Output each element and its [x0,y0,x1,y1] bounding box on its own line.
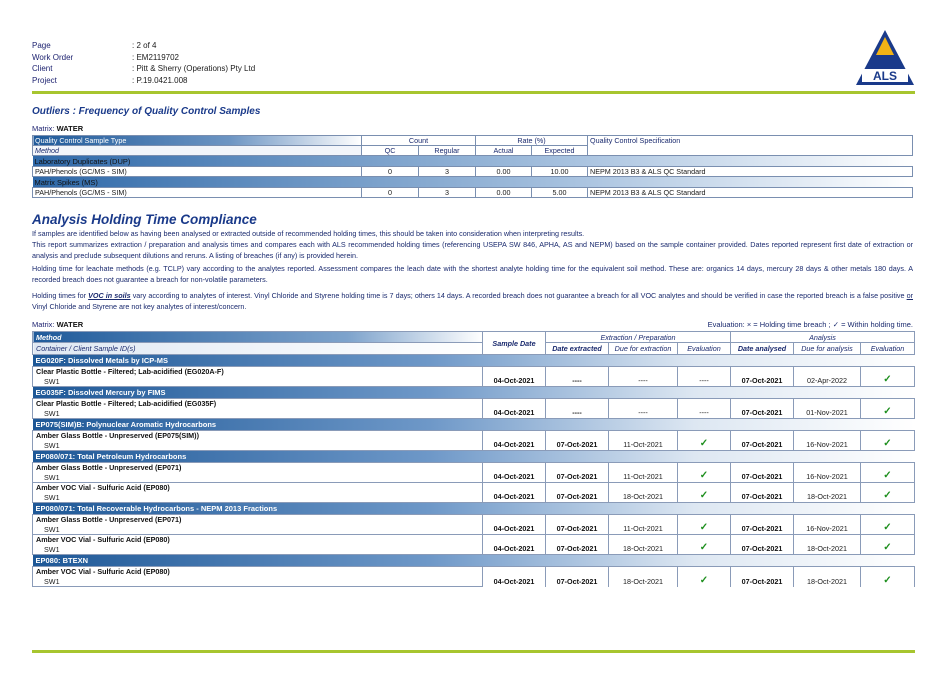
p4-part-a: Holding times for [32,291,89,300]
date-extracted-cell [546,567,609,587]
container-col-header: Container / Client Sample ID(s) [33,343,483,355]
due-analysis-header: Due for analysis [794,343,861,355]
due-analysis-cell [794,367,861,387]
header-field [32,63,255,75]
eval-ext-cell [678,515,731,535]
regular-header: Regular [419,146,476,156]
qc-actual-cell: 0.00 [476,188,532,198]
qc-header: QC [362,146,419,156]
aht-matrix [32,320,83,329]
aht-paragraph-1: If samples are identified below as having been analysed or extracted outside of recommended holding times, this should be taken into consideration when interpreting results. [32,229,585,238]
qc-qc-cell: 0 [362,167,419,177]
qc-type-header: Quality Control Sample Type [33,136,362,146]
due-extraction-value: 11-Oct-2021 [623,524,663,533]
due-analysis-value: 01-Nov-2021 [806,408,848,417]
client-sample-id: SW1 [33,377,483,387]
sample-date-value: 04-Oct-2021 [493,440,535,449]
method-section-header [33,419,915,431]
due-extraction-cell [609,567,678,587]
aht-matrix-value: WATER [56,320,84,329]
sample-date-cell [483,399,546,419]
qc-expected-cell: 5.00 [532,188,588,198]
aht-matrix-label: Matrix: [32,320,55,329]
container-row [33,483,915,493]
check-icon: ✓ [883,522,892,533]
date-analysed-cell [731,535,794,555]
container-row [33,431,915,441]
qc-frequency-table [32,135,913,198]
container-row [33,535,915,545]
evaluation-ext-header: Evaluation [678,343,731,355]
eval-ext-value: ---- [699,408,709,417]
aht-title: Analysis Holding Time Compliance [32,212,257,227]
due-extraction-value: 11-Oct-2021 [623,440,663,449]
p4-part-c: Vinyl Chloride and Styrene are not key analytes of interest/concern. [32,302,247,312]
eval-ext-cell [678,463,731,483]
eval-ext-cell [678,535,731,555]
outliers-title: Outliers : Frequency of Quality Control Samples [32,106,261,117]
qc-section-title: Matrix Spikes (MS) [33,177,913,188]
date-analysed-value: 07-Oct-2021 [741,440,783,449]
due-extraction-value: 18-Oct-2021 [623,492,663,501]
sample-date-value: 04-Oct-2021 [493,376,535,385]
due-extraction-cell [609,463,678,483]
date-extracted-value: 07-Oct-2021 [556,492,598,501]
date-extracted-value: 07-Oct-2021 [556,440,598,449]
date-extracted-value: 07-Oct-2021 [556,472,598,481]
qc-method-cell: PAH/Phenols (GC/MS - SIM) [33,188,362,198]
eval-an-cell [861,483,915,503]
check-icon: ✓ [699,574,709,586]
client-sample-id: SW1 [33,441,483,451]
container-name: Clear Plastic Bottle - Filtered; Lab-acidified (EG020A-F) [33,367,483,377]
report-header [32,40,255,87]
spec-header: Quality Control Specification [588,136,913,156]
container-name: Amber VOC Vial - Sulfuric Acid (EP080) [33,567,483,577]
sample-date-value: 04-Oct-2021 [493,544,535,553]
sample-date-header: Sample Date [483,332,546,355]
header-field-label: Client [32,64,53,74]
check-icon: ✓ [699,438,709,449]
header-field-value: : EM2119702 [132,52,179,62]
method-section-title: EG020F: Dissolved Metals by ICP-MS [33,355,915,367]
due-analysis-value: 18-Oct-2021 [807,544,847,553]
due-analysis-cell [794,431,861,451]
sample-date-value: 04-Oct-2021 [493,576,535,586]
eval-ext-value: ---- [699,376,709,385]
due-analysis-cell [794,567,861,587]
method-section-header [33,387,915,399]
check-icon: ✓ [883,406,892,417]
eval-an-cell [861,515,915,535]
date-extracted-cell [546,535,609,555]
aht-paragraph-3: Holding time for leachate methods (e.g. TCLP) vary according to the analytes reported. Assessment compares the leach date with the shortest analyte holding time for the equivalent soil method. These are: organics 14 days, mercury 28 days & other metals 180 days. A recorded breach does not guarantee a breach for non-volatile parameters. [32,264,913,285]
qc-regular-cell: 3 [419,167,476,177]
sample-date-cell [483,463,546,483]
date-extracted-value: 07-Oct-2021 [556,576,598,586]
evaluation-an-header: Evaluation [861,343,915,355]
eval-an-cell [861,367,915,387]
container-row [33,463,915,473]
evaluation-legend: Evaluation: × = Holding time breach ; ✓ = Within holding time. [707,320,913,329]
due-extraction-cell [609,483,678,503]
matrix-label: Matrix: [32,124,55,133]
qc-section-header [33,156,913,167]
sample-date-value: 04-Oct-2021 [493,408,535,417]
check-icon: ✓ [883,574,892,586]
eval-an-cell [861,431,915,451]
date-analysed-cell [731,515,794,535]
header-field-label: Page [32,41,51,50]
check-icon: ✓ [883,470,892,481]
header-field-value: : 2 of 4 [132,41,157,50]
sample-date-value: 04-Oct-2021 [493,472,535,481]
client-sample-id: SW1 [33,493,483,503]
date-extracted-header: Date extracted [546,343,609,355]
sample-date-cell [483,367,546,387]
date-analysed-cell [731,483,794,503]
date-extracted-cell [546,483,609,503]
container-name: Amber VOC Vial - Sulfuric Acid (EP080) [33,535,483,545]
due-analysis-cell [794,515,861,535]
rate-header: Rate (%) [476,136,588,146]
eval-ext-cell [678,483,731,503]
qc-row [33,167,913,177]
eval-an-cell [861,463,915,483]
date-extracted-value: 07-Oct-2021 [556,524,598,533]
matrix-value: WATER [56,124,84,133]
due-extraction-cell [609,535,678,555]
container-row [33,515,915,525]
client-sample-id: SW1 [33,473,483,483]
eval-ext-cell [678,367,731,387]
date-analysed-cell [731,399,794,419]
aht-paragraph-4 [32,290,913,313]
date-analysed-value: 07-Oct-2021 [741,524,783,533]
date-analysed-header: Date analysed [731,343,794,355]
due-extraction-header: Due for extraction [609,343,678,355]
due-extraction-value: 11-Oct-2021 [623,472,663,481]
date-extracted-value: ---- [572,408,582,417]
date-extracted-cell [546,515,609,535]
sample-date-value: 04-Oct-2021 [493,524,535,533]
due-analysis-cell [794,463,861,483]
method-section-header [33,451,915,463]
eval-ext-cell [678,431,731,451]
eval-an-cell [861,535,915,555]
due-extraction-value: 18-Oct-2021 [623,544,663,553]
check-icon: ✓ [699,542,709,553]
due-analysis-value: 18-Oct-2021 [807,492,847,501]
sample-date-cell [483,483,546,503]
client-sample-id: SW1 [33,409,483,419]
due-analysis-value: 02-Apr-2022 [807,376,847,385]
date-analysed-value: 07-Oct-2021 [741,492,783,501]
date-analysed-cell [731,463,794,483]
eval-ext-cell [678,567,731,587]
extraction-header: Extraction / Preparation [546,332,731,343]
check-icon: ✓ [699,522,709,533]
container-name: Amber Glass Bottle - Unpreserved (EP071) [33,463,483,473]
container-name: Clear Plastic Bottle - Filtered; Lab-acidified (EG035F) [33,399,483,409]
date-extracted-cell [546,367,609,387]
qc-qc-cell: 0 [362,188,419,198]
due-analysis-cell [794,399,861,419]
due-analysis-value: 18-Oct-2021 [807,576,847,586]
check-icon: ✓ [699,470,709,481]
eval-an-cell [861,399,915,419]
actual-header: Actual [476,146,532,156]
eval-an-cell [861,567,915,587]
container-row [33,367,915,377]
header-field-label: Work Order [32,52,74,62]
check-icon: ✓ [883,438,892,449]
due-extraction-value: 18-Oct-2021 [623,576,663,586]
method-section-title: EP080/071: Total Petroleum Hydrocarbons [33,451,915,463]
due-analysis-value: 16-Nov-2021 [806,524,848,533]
date-extracted-value: 07-Oct-2021 [556,544,598,553]
due-analysis-value: 16-Nov-2021 [806,440,848,449]
due-extraction-cell [609,399,678,419]
container-name: Amber Glass Bottle - Unpreserved (EP075(SIM)) [33,431,483,441]
qc-expected-cell: 10.00 [532,167,588,177]
date-analysed-value: 07-Oct-2021 [741,472,783,481]
container-row [33,399,915,409]
qc-spec-cell: NEPM 2013 B3 & ALS QC Standard [588,167,913,177]
count-header: Count [362,136,476,146]
outliers-matrix [32,124,83,133]
method-header: Method [33,146,362,156]
sample-date-value: 04-Oct-2021 [493,492,535,501]
due-analysis-cell [794,483,861,503]
header-field [32,75,255,87]
check-icon: ✓ [883,374,892,385]
header-divider [32,91,915,94]
qc-method-cell: PAH/Phenols (GC/MS - SIM) [33,167,362,177]
date-analysed-value: 07-Oct-2021 [741,376,783,385]
date-extracted-cell [546,431,609,451]
qc-spec-cell: NEPM 2013 B3 & ALS QC Standard [588,188,913,198]
analysis-header: Analysis [731,332,915,343]
check-icon: ✓ [699,490,709,501]
header-field-label: Project [32,76,57,86]
due-extraction-value: ---- [638,408,648,417]
container-name: Amber Glass Bottle - Unpreserved (EP071) [33,515,483,525]
eval-ext-cell [678,399,731,419]
als-logo-icon [854,29,916,87]
method-section-header [33,503,915,515]
p4-or-text: or [906,291,913,300]
container-name: Amber VOC Vial - Sulfuric Acid (EP080) [33,483,483,493]
method-section-title: EG035F: Dissolved Mercury by FIMS [33,387,915,399]
due-extraction-value: ---- [638,376,648,385]
method-section-header [33,555,915,567]
date-analysed-value: 07-Oct-2021 [741,544,783,553]
date-analysed-cell [731,431,794,451]
footer-divider [32,650,915,653]
holding-time-table [32,331,915,587]
date-analysed-value: 07-Oct-2021 [741,408,783,417]
sample-date-cell [483,567,546,587]
due-extraction-cell [609,431,678,451]
date-extracted-cell [546,463,609,483]
method-section-header [33,355,915,367]
method-col-header: Method [33,332,483,343]
expected-header: Expected [532,146,588,156]
client-sample-id: SW1 [33,525,483,535]
header-field-value: : P.19.0421.008 [132,76,188,86]
due-analysis-cell [794,535,861,555]
method-section-title: EP075(SIM)B: Polynuclear Aromatic Hydrocarbons [33,419,915,431]
date-extracted-cell [546,399,609,419]
sample-date-cell [483,535,546,555]
client-sample-id: SW1 [33,577,483,587]
method-section-title: EP080: BTEXN [33,555,915,567]
method-section-title: EP080/071: Total Recoverable Hydrocarbons - NEPM 2013 Fractions [33,503,915,515]
qc-regular-cell: 3 [419,188,476,198]
container-row [33,567,915,577]
logo-text: ALS [873,69,897,83]
sample-date-cell [483,431,546,451]
qc-section-title: Laboratory Duplicates (DUP) [33,156,913,167]
header-field [32,52,255,64]
due-analysis-value: 16-Nov-2021 [806,472,848,481]
date-analysed-value: 07-Oct-2021 [741,576,783,586]
qc-section-header [33,177,913,188]
voc-in-soils-text: VOC in soils [88,291,131,300]
qc-row [33,188,913,198]
qc-actual-cell: 0.00 [476,167,532,177]
due-extraction-cell [609,515,678,535]
date-analysed-cell [731,367,794,387]
sample-date-cell [483,515,546,535]
date-analysed-cell [731,567,794,587]
check-icon: ✓ [883,490,892,501]
check-icon: ✓ [883,542,892,553]
header-field-value: : Pitt & Sherry (Operations) Pty Ltd [132,64,256,74]
aht-paragraph-2: This report summarizes extraction / preparation and analysis times and compares each with ALS recommended holding times (referencing USEPA SW 846, APHA, AS and NEPM) based on the sample container provided. Dates reported represent first date of extraction or analysis and preclude subsequent dilutions and reruns. A listing of breaches (if any) is provided herein. [32,240,913,261]
header-field [32,40,255,52]
p4-part-b: vary according to analytes of interest. Vinyl Chloride and Styrene holding time is 7 days; others 14 days. A recorded breach does not guarantee a breach for all VOC analytes and should be verified in case the reported breach is a false positive [130,291,907,300]
due-extraction-cell [609,367,678,387]
client-sample-id: SW1 [33,545,483,555]
date-extracted-value: ---- [572,376,582,385]
